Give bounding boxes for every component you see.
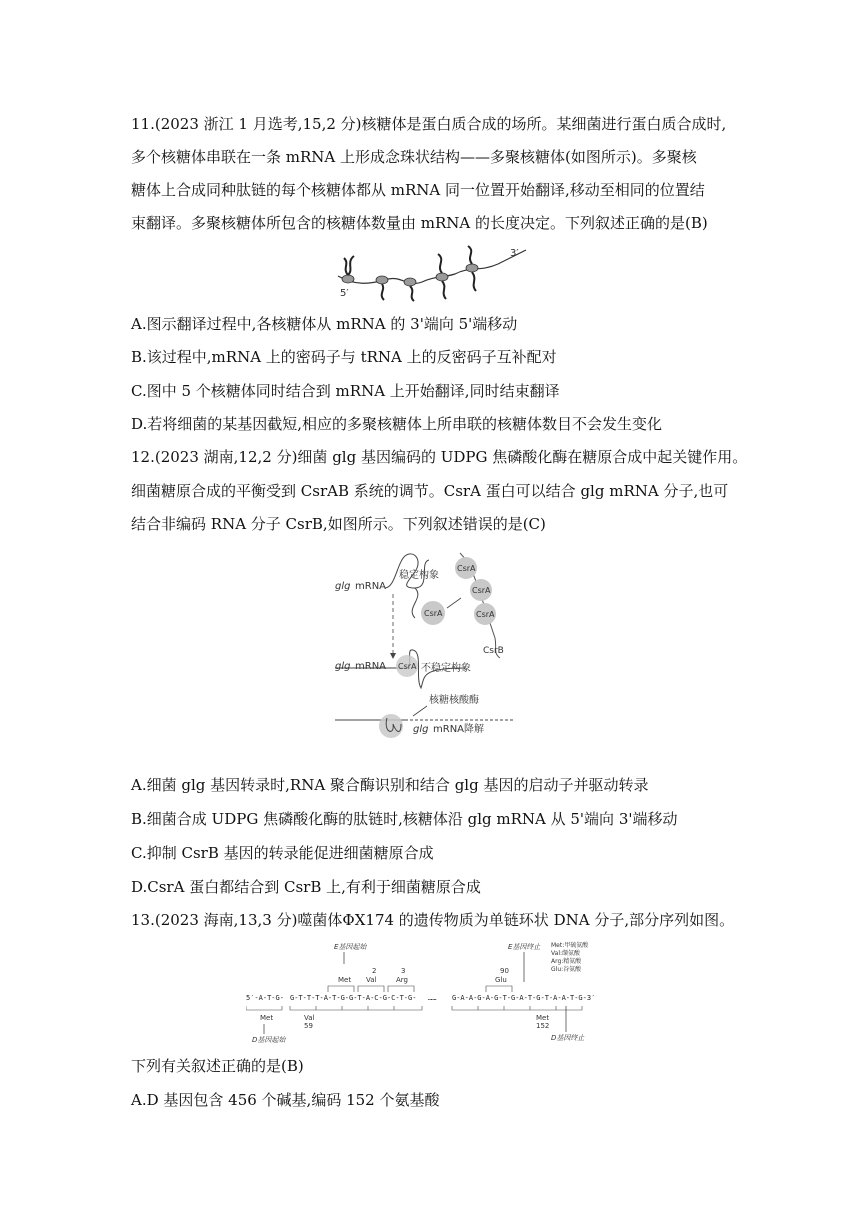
peptide-chain-2 (382, 284, 384, 300)
glg-label-2: glg (335, 661, 351, 672)
seq-middle-2: G-A-A-G-A-G-T-G-A-T-G-T-A-A-T-G-3′ (452, 994, 596, 1002)
csra-label-free: CsrA (424, 609, 443, 618)
seq-left: 5′-A-T-G- (246, 994, 284, 1002)
d-gene-start-label: D基因起始 (252, 1036, 286, 1044)
q12-stem-line-3: 结合非编码 RNA 分子 CsrB,如图所示。下列叙述错误的是(C) (131, 515, 546, 533)
csrab-figure (335, 548, 535, 748)
d-gene-end-label: D基因终止 (551, 1034, 585, 1042)
legend-arg: Arg:精氨酸 (551, 958, 582, 965)
top-codon-brackets (328, 986, 512, 992)
e-gene-end-label: E基因终止 (508, 943, 541, 951)
peptide-chain-1 (344, 256, 354, 275)
bottom-mark-152: 152 (536, 1022, 550, 1030)
mrna-strand (338, 250, 526, 284)
rnase-pointer (413, 706, 427, 716)
top-mark-4-num: 90 (500, 967, 509, 975)
q12-stem-line-2: 细菌糖原合成的平衡受到 CsrAB 系统的调节。CsrA 蛋白可以结合 glg mRNA 分子,也可 (131, 482, 729, 500)
q11-option-a: A.图示翻译过程中,各核糖体从 mRNA 的 3'端向 5'端移动 (131, 315, 518, 333)
five-prime-label: 5′ (340, 288, 349, 299)
transition-arrowhead (390, 653, 396, 659)
csra-degrade (379, 714, 403, 738)
ribosome-1 (342, 275, 354, 283)
three-prime-label: 3′ (510, 248, 519, 259)
stable-conformation-label: 稳定构象 (399, 570, 439, 581)
legend-met: Met:甲硫氨酸 (551, 942, 589, 949)
seq-dots: …… (428, 994, 437, 1002)
q11-stem-line-2: 多个核糖体串联在一条 mRNA 上形成念珠状结构——多聚核糖体(如图所示)。多聚核 (131, 148, 697, 166)
csra-label-b2: CsrA (472, 586, 491, 595)
polyribosome-figure (330, 244, 530, 302)
phix174-sequence-figure (246, 940, 618, 1044)
top-mark-glu: Glu (495, 976, 507, 984)
glg-label-1: glg (335, 581, 351, 592)
glg-label-3: glg (413, 724, 429, 735)
q12-stem-line-1: 12.(2023 湖南,12,2 分)细菌 glg 基因编码的 UDPG 焦磷酸化酶在糖原合成中起关键作用。 (131, 448, 748, 466)
q13-option-a: A.D 基因包含 456 个碱基,编码 152 个氨基酸 (131, 1091, 440, 1109)
q11-option-b: B.该过程中,mRNA 上的密码子与 tRNA 上的反密码子互补配对 (131, 348, 557, 366)
ribosome-3 (404, 278, 416, 286)
mrna-degradation-label: mRNA降解 (433, 724, 485, 735)
top-mark-3-num: 3 (401, 967, 406, 975)
csrb-label: CsrB (483, 646, 504, 656)
ribosome-5 (466, 264, 478, 272)
q12-option-c: C.抑制 CsrB 基因的转录能促进细菌糖原合成 (131, 844, 434, 862)
top-mark-val: Val (366, 976, 377, 984)
q12-option-b: B.细菌合成 UDPG 焦磷酸化酶的肽链时,核糖体沿 glg mRNA 从 5'端向 3'端移动 (131, 810, 678, 828)
stable-hairpin (412, 588, 418, 618)
top-mark-met: Met (338, 976, 352, 984)
bottom-mark-met-1: Met (260, 1014, 274, 1022)
q12-option-d: D.CsrA 蛋白都结合到 CsrB 上,有利于细菌糖原合成 (131, 878, 481, 896)
q11-stem-line-3: 糖体上合成同种肽链的每个核糖体都从 mRNA 同一位置开始翻译,移动至相同的位置结 (131, 181, 705, 199)
e-gene-start-label: E基因起始 (334, 943, 367, 951)
peptide-chain-3 (410, 286, 414, 301)
rnase-label: 核糖核酸酶 (429, 695, 479, 706)
legend-glu: Glu:谷氨酸 (551, 966, 582, 973)
legend-val: Val:缬氨酸 (551, 950, 581, 957)
seq-middle-1: G-T-T-T-A-T-G-G-T-A-C-G-C-T-G- (290, 994, 417, 1002)
q11-option-c: C.图中 5 个核糖体同时结合到 mRNA 上开始翻译,同时结束翻译 (131, 382, 560, 400)
ribosome-2 (376, 276, 388, 284)
csra-label-bound: CsrA (398, 662, 417, 671)
csra-label-b3: CsrA (476, 610, 495, 619)
q11-stem-line-4: 束翻译。多聚核糖体所包含的核糖体数量由 mRNA 的长度决定。下列叙述正确的是(B) (131, 214, 708, 232)
bottom-mark-val: Val (304, 1014, 315, 1022)
q11-option-d: D.若将细菌的某基因截短,相应的多聚核糖体上所串联的核糖体数目不会发生变化 (131, 415, 663, 433)
bottom-mark-met-2: Met (536, 1014, 550, 1022)
csra-label-b1: CsrA (457, 564, 476, 573)
bottom-codon-brackets (246, 1006, 582, 1010)
top-mark-arg: Arg (396, 976, 408, 984)
q13-stem-line: 13.(2023 海南,13,3 分)噬菌体ΦX174 的遗传物质为单链环状 DNA 分子,部分序列如图。 (131, 911, 735, 929)
unstable-conformation-label: 不稳定构象 (421, 663, 471, 674)
bottom-mark-59: 59 (304, 1022, 313, 1030)
q13-followup: 下列有关叙述正确的是(B) (131, 1057, 304, 1075)
q12-option-a: A.细菌 glg 基因转录时,RNA 聚合酶识别和结合 glg 基因的启动子并驱动转录 (131, 776, 649, 794)
mrna-label-2: mRNA (355, 661, 387, 672)
mrna-label-1: mRNA (355, 581, 387, 592)
ribosome-4 (436, 273, 448, 281)
top-mark-2-num: 2 (372, 967, 377, 975)
binding-arrow (447, 598, 461, 608)
q11-stem-line-1: 11.(2023 浙江 1 月选考,15,2 分)核糖体是蛋白质合成的场所。某细菌进行蛋白质合成时, (131, 115, 727, 133)
